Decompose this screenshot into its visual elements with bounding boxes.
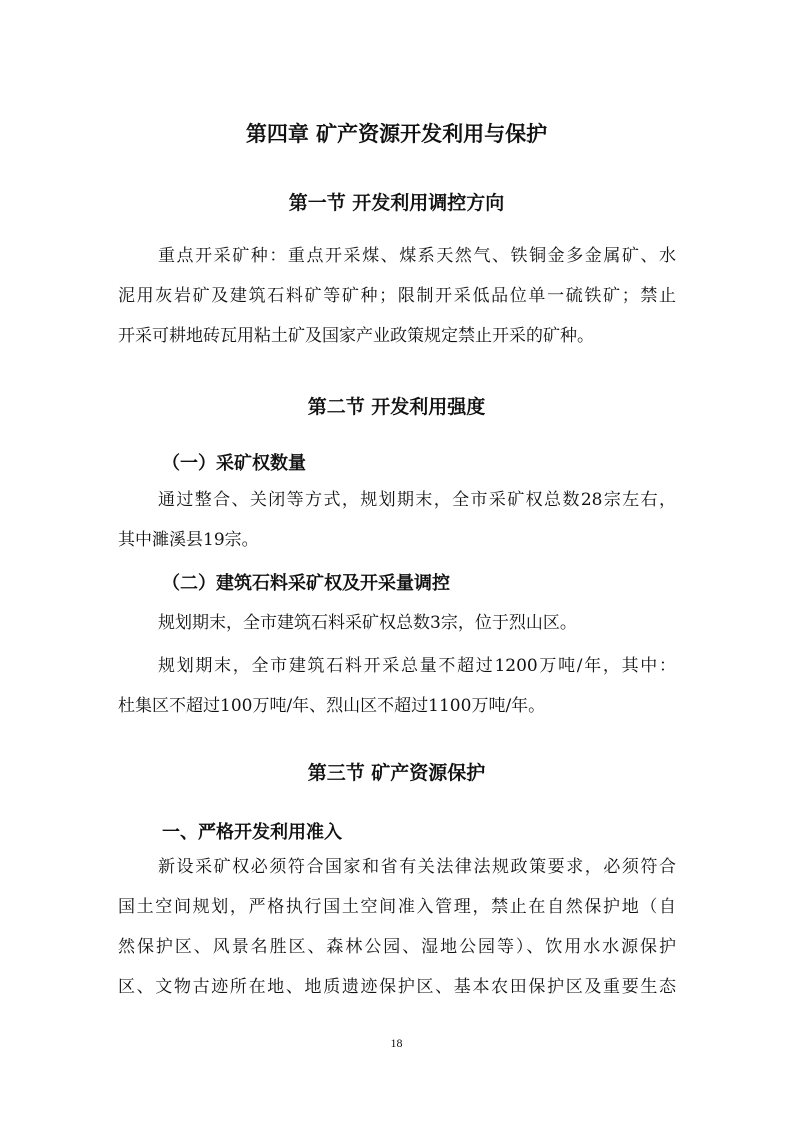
subsection-title-building-stone: （二）建筑石料采矿权及开采量调控: [162, 573, 450, 594]
paragraph-key-minerals: [118, 236, 676, 356]
subsection-title-mining-rights: （一）采矿权数量: [162, 453, 306, 474]
text-line: 然保护区、风景名胜区、森林公园、湿地公园等）、饮用水水源保护: [118, 937, 676, 957]
subsection-title-access: 一、严格开发利用准入: [162, 822, 342, 843]
text-line: 国土空间规划，严格执行国土空间准入管理，禁止在自然保护地（自: [118, 897, 676, 917]
section-title-1: 第一节 开发利用调控方向: [288, 192, 505, 214]
text-line: 规划期末，全市建筑石料采矿权总数3宗，位于烈山区。: [158, 613, 577, 633]
text-line: 杜集区不超过100万吨/年、烈山区不超过1100万吨/年。: [118, 696, 546, 716]
text-line: 开采可耕地砖瓦用粘土矿及国家产业政策规定禁止开采的矿种。: [118, 326, 594, 346]
text-line: 新设采矿权必须符合国家和省有关法律法规政策要求，必须符合: [158, 857, 676, 877]
paragraph-mining-rights: [118, 480, 676, 560]
text-line: 区、文物古迹所在地、地质遗迹保护区、基本农田保护区及重要生态: [118, 977, 676, 997]
paragraph-building-stone-rights: [118, 603, 676, 643]
section-title-2: 第二节 开发利用强度: [307, 396, 486, 418]
text-line: 通过整合、关闭等方式，规划期末，全市采矿权总数28宗左右，: [158, 490, 676, 510]
chapter-title: 第四章 矿产资源开发利用与保护: [245, 122, 548, 146]
text-line: 重点开采矿种：重点开采煤、煤系天然气、铁铜金多金属矿、水: [158, 246, 676, 266]
page-number: 18: [390, 1036, 403, 1050]
text-line: 其中濉溪县19宗。: [118, 530, 259, 550]
paragraph-building-stone-output: [118, 646, 676, 726]
text-line: 规划期末，全市建筑石料开采总量不超过1200万吨/年，其中：: [158, 656, 676, 676]
section-title-3: 第三节 矿产资源保护: [307, 762, 486, 784]
paragraph-access: [118, 847, 676, 1007]
text-line: 泥用灰岩矿及建筑石料矿等矿种；限制开采低品位单一硫铁矿；禁止: [118, 286, 676, 306]
